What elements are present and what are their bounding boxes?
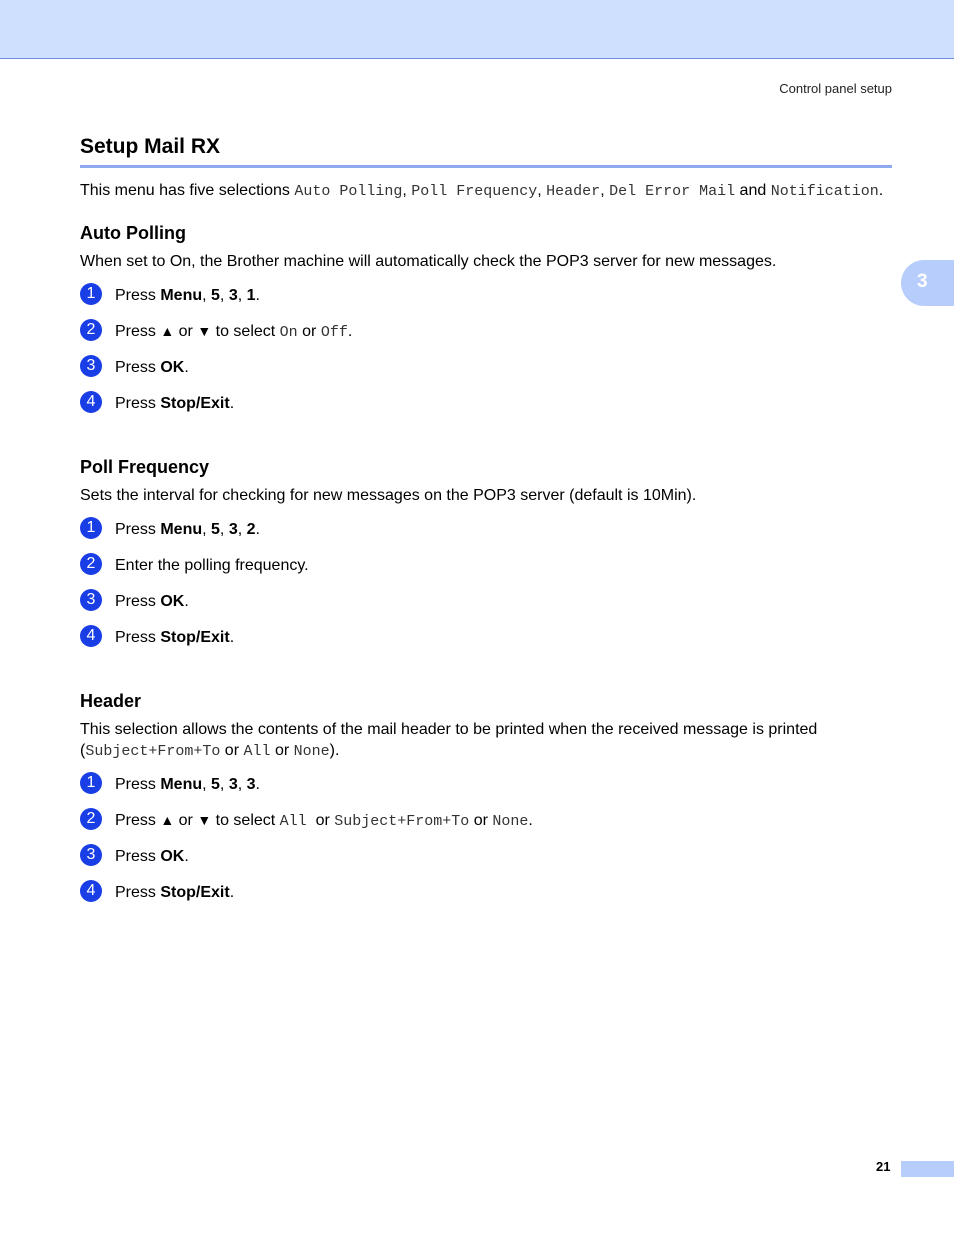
poll-frequency-heading: Poll Frequency <box>80 457 210 477</box>
step-number-badge: 3 <box>80 355 102 377</box>
up-arrow-icon: ▲ <box>160 323 175 339</box>
chapter-tab <box>901 260 954 306</box>
step-number-badge: 3 <box>80 589 102 611</box>
page-content <box>80 135 892 920</box>
auto-polling-description: When set to On, the Brother machine will automatically check the POP3 server for new messages. <box>80 253 777 270</box>
step-item: 2 Press ▲ or ▼ to select On or Off. <box>80 323 892 359</box>
auto-polling-steps <box>80 287 892 431</box>
step-item: 4 Press Stop/Exit. <box>80 884 892 920</box>
step-item: 3 Press OK. <box>80 593 892 629</box>
step-number-badge: 1 <box>80 772 102 794</box>
step-item: 4 Press Stop/Exit. <box>80 629 892 665</box>
step-number-badge: 4 <box>80 391 102 413</box>
step-number-badge: 2 <box>80 319 102 341</box>
page-number-bar <box>901 1161 954 1177</box>
step-number-badge: 3 <box>80 844 102 866</box>
step-item: 3 Press OK. <box>80 848 892 884</box>
section-intro: This menu has five selections Auto Polling, Poll Frequency, Header, Del Error Mail and Notification. <box>80 182 884 200</box>
step-item: 1 Press Menu, 5, 3, 1. <box>80 287 892 323</box>
step-item: 1 Press Menu, 5, 3, 2. <box>80 521 892 557</box>
poll-frequency-description: Sets the interval for checking for new messages on the POP3 server (default is 10Min). <box>80 487 697 504</box>
page-number: 21 <box>876 1159 891 1174</box>
step-number-badge: 1 <box>80 283 102 305</box>
auto-polling-heading: Auto Polling <box>80 223 186 243</box>
header-steps <box>80 776 892 920</box>
top-band <box>0 0 954 59</box>
up-arrow-icon: ▲ <box>160 812 175 828</box>
header-heading: Header <box>80 691 142 711</box>
section-title: Setup Mail RX <box>80 135 892 168</box>
step-item: 4 Press Stop/Exit. <box>80 395 892 431</box>
down-arrow-icon: ▼ <box>197 812 212 828</box>
step-item: 2 Press ▲ or ▼ to select All or Subject+From+To or None. <box>80 812 892 848</box>
step-item: 1 Press Menu, 5, 3, 3. <box>80 776 892 812</box>
step-item: 3 Press OK. <box>80 359 892 395</box>
step-number-badge: 4 <box>80 625 102 647</box>
poll-frequency-steps <box>80 521 892 665</box>
step-number-badge: 2 <box>80 553 102 575</box>
step-number-badge: 4 <box>80 880 102 902</box>
header-description: This selection allows the contents of the mail header to be printed when the received message is printed (Subject+From+To or All or None). <box>80 721 818 760</box>
step-number-badge: 1 <box>80 517 102 539</box>
step-number-badge: 2 <box>80 808 102 830</box>
down-arrow-icon: ▼ <box>197 323 212 339</box>
step-item: 2 Enter the polling frequency. <box>80 557 892 593</box>
running-header: Control panel setup <box>779 81 892 96</box>
chapter-number: 3 <box>917 271 928 292</box>
